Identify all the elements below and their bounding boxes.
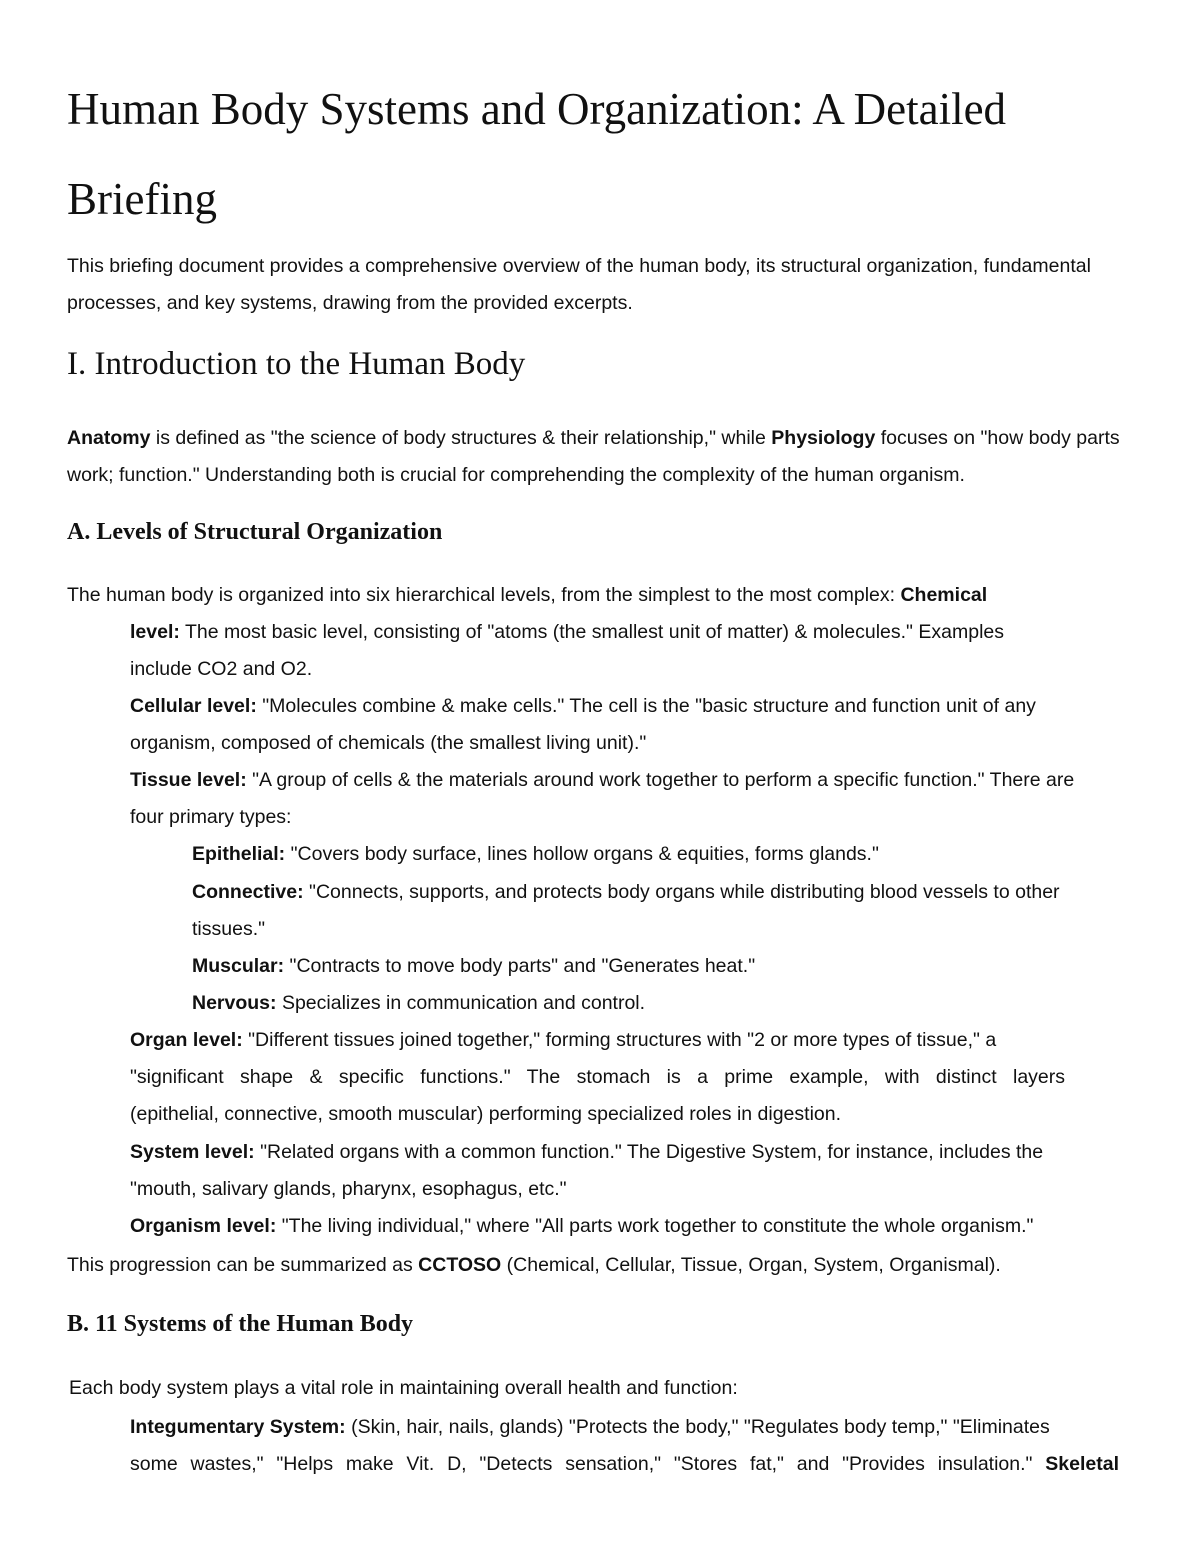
anatomy-term: Anatomy: [67, 427, 151, 449]
chemical-level-item: [130, 614, 1004, 651]
epithelial-item: [192, 836, 879, 873]
integumentary-text: (Skin, hair, nails, glands) "Protects the body," "Regulates body temp," "Eliminates: [345, 1416, 1050, 1438]
tissue-text-continued: four primary types:: [130, 806, 292, 828]
muscular-text: "Contracts to move body parts" and "Generates heat.": [284, 955, 756, 977]
organ-text-continued: "significant shape & specific functions." The stomach is a prime example, with distinct layers: [130, 1066, 1065, 1088]
levels-lead: [67, 577, 987, 614]
anatomy-definition: is defined as "the science of body structures & their relationship," while: [150, 427, 772, 449]
physiology-definition: focuses on "how body parts work; function." Understanding both is crucial for comprehending the complexity of the human organism.: [67, 427, 1120, 486]
cellular-text-continued: organism, composed of chemicals (the smallest living unit).": [130, 732, 647, 754]
muscular-label: Muscular:: [192, 955, 285, 977]
integumentary-label: Integumentary System:: [130, 1416, 346, 1438]
organ-text-final: (epithelial, connective, smooth muscular) performing specialized roles in digestion.: [130, 1103, 842, 1125]
integumentary-text-continued: [130, 1446, 1119, 1483]
organism-level-item: [130, 1208, 1033, 1245]
chemical-label-part1: Chemical: [900, 584, 988, 606]
connective-label: Connective:: [192, 881, 304, 903]
skeletal-label: Skeletal: [1045, 1453, 1119, 1475]
nervous-text: Specializes in communication and control.: [276, 992, 646, 1014]
intro-paragraph: This briefing document provides a comprehensive overview of the human body, its structural organization, fundamental processes, and key systems, drawing from the provided excerpts.: [67, 255, 1091, 314]
system-text: "Related organs with a common function." The Digestive System, for instance, includes the: [254, 1141, 1044, 1163]
section-a-heading: A. Levels of Structural Organization: [67, 519, 443, 545]
connective-text-continued: tissues.": [192, 918, 266, 940]
system-label: System level:: [130, 1141, 255, 1163]
systems-lead: Each body system plays a vital role in maintaining overall health and function:: [69, 1377, 738, 1399]
connective-text: "Connects, supports, and protects body organs while distributing blood vessels to other: [303, 881, 1060, 903]
organ-label: Organ level:: [130, 1029, 243, 1051]
nervous-item: [192, 985, 645, 1022]
organism-label: Organism level:: [130, 1215, 277, 1237]
nervous-label: Nervous:: [192, 992, 277, 1014]
organism-text: "The living individual," where "All parts work together to constitute the whole organism.": [276, 1215, 1034, 1237]
tissue-label: Tissue level:: [130, 769, 247, 791]
epithelial-label: Epithelial:: [192, 843, 286, 865]
organ-text: "Different tissues joined together," forming structures with "2 or more types of tissue," a: [242, 1029, 997, 1051]
section-b-heading: B. 11 Systems of the Human Body: [67, 1311, 414, 1337]
epithelial-text: "Covers body surface, lines hollow organs & equities, forms glands.": [285, 843, 879, 865]
connective-item: [192, 874, 1060, 911]
cctoso-summary: [67, 1247, 1001, 1284]
section-1-heading: I. Introduction to the Human Body: [67, 346, 526, 382]
cellular-level-item: [130, 688, 1036, 725]
summary-text-end: (Chemical, Cellular, Tissue, Organ, System, Organismal).: [501, 1254, 1001, 1276]
summary-text-start: This progression can be summarized as: [67, 1254, 419, 1276]
organ-level-item: [130, 1022, 996, 1059]
physiology-term: Physiology: [771, 427, 876, 449]
document-title: Human Body Systems and Organization: A Detailed Briefing: [67, 84, 1007, 224]
cellular-text: "Molecules combine & make cells." The cell is the "basic structure and function unit of any: [256, 695, 1036, 717]
chemical-label-part2: level:: [130, 621, 180, 643]
levels-lead-text: The human body is organized into six hierarchical levels, from the simplest to the most complex:: [67, 584, 901, 606]
integumentary-item: [130, 1409, 1050, 1446]
system-text-continued: "mouth, salivary glands, pharynx, esophagus, etc.": [130, 1178, 567, 1200]
muscular-item: [192, 948, 755, 985]
system-level-item: [130, 1134, 1043, 1171]
cctoso-term: CCTOSO: [418, 1254, 502, 1276]
integumentary-text-2: some wastes," "Helps make Vit. D, "Detects sensation," "Stores fat," and "Provides insulation.": [130, 1453, 1046, 1475]
tissue-level-item: [130, 762, 1074, 799]
chemical-text: The most basic level, consisting of "atoms (the smallest unit of matter) & molecules." Examples: [179, 621, 1005, 643]
tissue-text: "A group of cells & the materials around work together to perform a specific function." There are: [246, 769, 1075, 791]
chemical-text-continued: include CO2 and O2.: [130, 658, 313, 680]
anatomy-paragraph: [67, 420, 1147, 494]
cellular-label: Cellular level:: [130, 695, 257, 717]
